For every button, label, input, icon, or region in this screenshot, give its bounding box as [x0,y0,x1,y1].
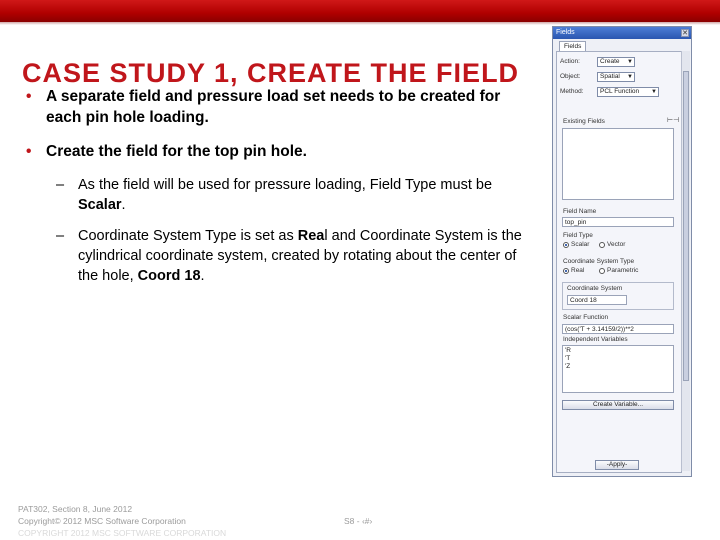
footer-course: PAT302, Section 8, June 2012 [18,504,133,514]
footer-copyright: Copyright© 2012 MSC Software Corporation [18,516,186,526]
header-band [0,0,720,22]
slide-footer [18,503,226,539]
field-name-label: Field Name [563,208,597,215]
form-body [556,51,682,473]
chevron-down-icon: ▼ [651,89,657,95]
scrollbar-thumb[interactable] [683,71,689,381]
coord-type-real-radio[interactable] [563,268,569,274]
method-label: Method: [560,88,584,95]
list-item[interactable]: 'T [565,355,571,362]
scalar-function-input[interactable]: (cos('T + 3.14159/2))**2 [562,324,674,334]
field-type-scalar-label: Scalar [571,241,590,248]
subbullet-bold-coord: Coord 18 [137,268,201,284]
scalar-function-label: Scalar Function [563,314,609,321]
slide-content [26,86,538,297]
page-number: S8 - ‹#› [344,516,373,526]
list-item[interactable]: 'Z [565,363,571,370]
filter-icon[interactable]: ⊢⊣ [667,117,680,124]
independent-variables-label: Independent Variables [563,336,628,343]
tab-fields[interactable]: Fields [559,41,586,52]
subbullet-text: Coordinate System Type is set as [78,228,298,244]
subbullet-text-end: . [200,268,205,284]
footer-copyright-ghost: COPYRIGHT 2012 MSC SOFTWARE CORPORATION [18,528,227,538]
list-item[interactable]: 'R [565,347,571,354]
object-select[interactable] [597,72,635,82]
method-select[interactable] [597,87,659,97]
subbullet-text: As the field will be used for pressure loading, Field Type must be [78,177,493,193]
coord-type-parametric-label: Parametric [607,267,639,274]
chevron-down-icon: ▼ [627,59,633,65]
chevron-down-icon: ▼ [627,74,633,80]
object-label: Object: [560,73,581,80]
subbullet-marker: – [56,228,65,244]
subbullet-bold: Scalar [78,197,122,213]
method-select-value: PCL Function [600,88,640,95]
form-titlebar [553,27,691,39]
coord-type-label: Coordinate System Type [563,258,635,265]
subbullet-text-mid: l and Coordinate System is the cylindrical coordinate system, created by rotating about the center of the hole, [78,228,522,284]
create-variable-button[interactable]: Create Variable... [562,400,674,410]
form-title: Fields [556,29,575,36]
independent-variables-list[interactable] [562,345,674,393]
coord-system-label: Coordinate System [567,285,623,292]
object-select-value: Spatial [600,73,620,80]
existing-fields-label: Existing Fields [563,118,605,125]
existing-fields-list[interactable] [562,128,674,200]
close-icon[interactable]: ✕ [682,30,688,37]
field-type-label: Field Type [563,232,593,239]
action-label: Action: [560,58,580,65]
form-scrollbar[interactable] [681,51,690,471]
coord-type-real-label: Real [571,267,585,274]
action-select[interactable] [597,57,635,67]
coord-type-parametric-radio[interactable] [599,268,605,274]
subbullet-item [26,226,538,286]
bullet-marker: • [26,143,32,160]
bullet-item [26,141,538,162]
bullet-item [26,86,538,128]
field-type-scalar-radio[interactable] [563,242,569,248]
subbullet-bold: Rea [297,228,325,244]
field-type-vector-label: Vector [607,241,626,248]
bullet-text: Create the field for the top pin hole. [46,143,307,160]
field-type-vector-radio[interactable] [599,242,605,248]
action-select-value: Create [600,58,620,65]
apply-button[interactable]: -Apply- [595,460,639,470]
fields-form-panel [552,26,692,477]
field-name-input[interactable]: top_pin [562,217,674,227]
bullet-text: A separate field and pressure load set needs to be created for each pin hole loading. [46,88,501,126]
coord-system-input[interactable]: Coord 18 [567,295,627,305]
slide-title: CASE STUDY 1, CREATE THE FIELD [22,58,520,88]
subbullet-item [26,175,538,215]
subbullet-text-end: . [121,197,126,213]
subbullet-marker: – [56,177,65,193]
bullet-marker: • [26,88,32,105]
